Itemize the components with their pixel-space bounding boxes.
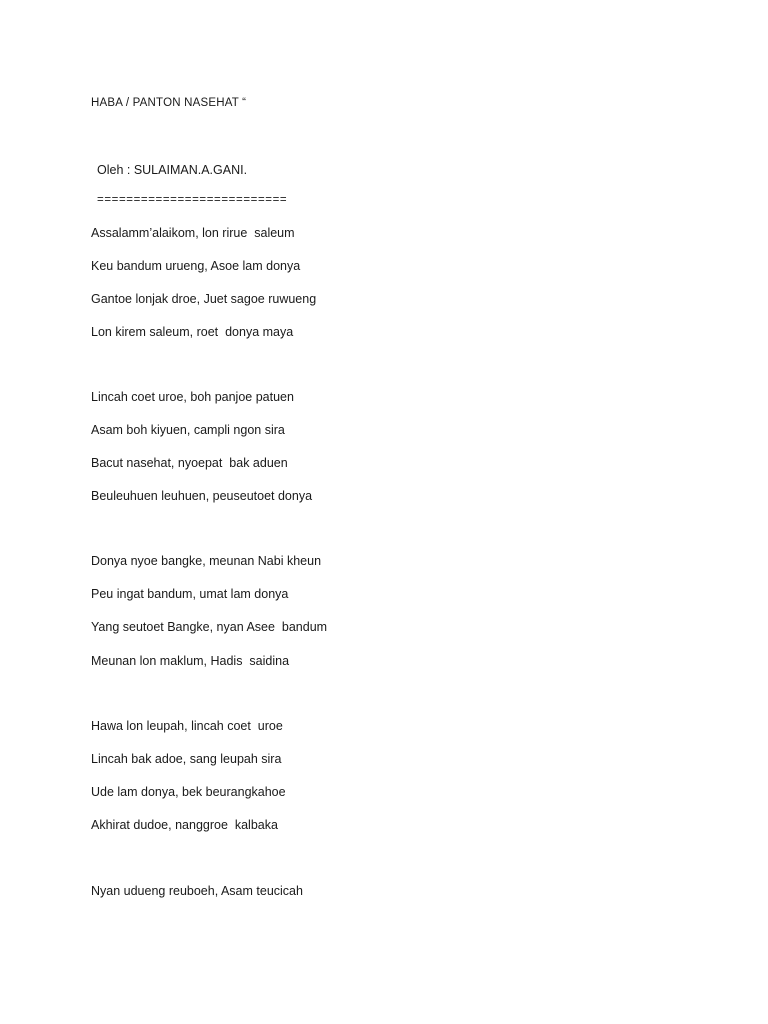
stanza-2-line-3: Bacut nasehat, nyoepat bak aduen — [91, 456, 288, 470]
stanza-2-line-4: Beuleuhuen leuhuen, peuseutoet donya — [91, 489, 313, 503]
stanza-2-line-2: Asam boh kiyuen, campli ngon sira — [91, 423, 285, 437]
stanza-3-line-3: Yang seutoet Bangke, nyan Asee bandum — [91, 620, 328, 634]
stanza-4-line-1: Hawa lon leupah, lincah coet uroe — [91, 719, 283, 733]
stanza-2-line-1: Lincah coet uroe, boh panjoe patuen — [91, 390, 294, 404]
author-line: Oleh : SULAIMAN.A.GANI. — [97, 163, 248, 177]
stanza-3-line-2: Peu ingat bandum, umat lam donya — [91, 587, 289, 601]
stanza-1-line-1: Assalamm’alaikom, lon rirue saleum — [91, 226, 295, 240]
stanza-4-line-3: Ude lam donya, bek beurangkahoe — [91, 785, 286, 799]
stanza-4-line-2: Lincah bak adoe, sang leupah sira — [91, 752, 282, 766]
stanza-4-line-4: Akhirat dudoe, nanggroe kalbaka — [91, 818, 278, 832]
stanza-5-line-1: Nyan udueng reuboeh, Asam teucicah — [91, 884, 303, 898]
document-title: HABA / PANTON NASEHAT “ — [91, 97, 247, 109]
stanza-3-line-1: Donya nyoe bangke, meunan Nabi kheun — [91, 554, 322, 568]
stanza-3-line-4: Meunan lon maklum, Hadis saidina — [91, 654, 290, 668]
stanza-1-line-4: Lon kirem saleum, roet donya maya — [91, 325, 294, 339]
stanza-1-line-2: Keu bandum urueng, Asoe lam donya — [91, 259, 301, 273]
stanza-1-line-3: Gantoe lonjak droe, Juet sagoe ruwueng — [91, 292, 317, 306]
separator-rule: ========================== — [97, 194, 288, 206]
